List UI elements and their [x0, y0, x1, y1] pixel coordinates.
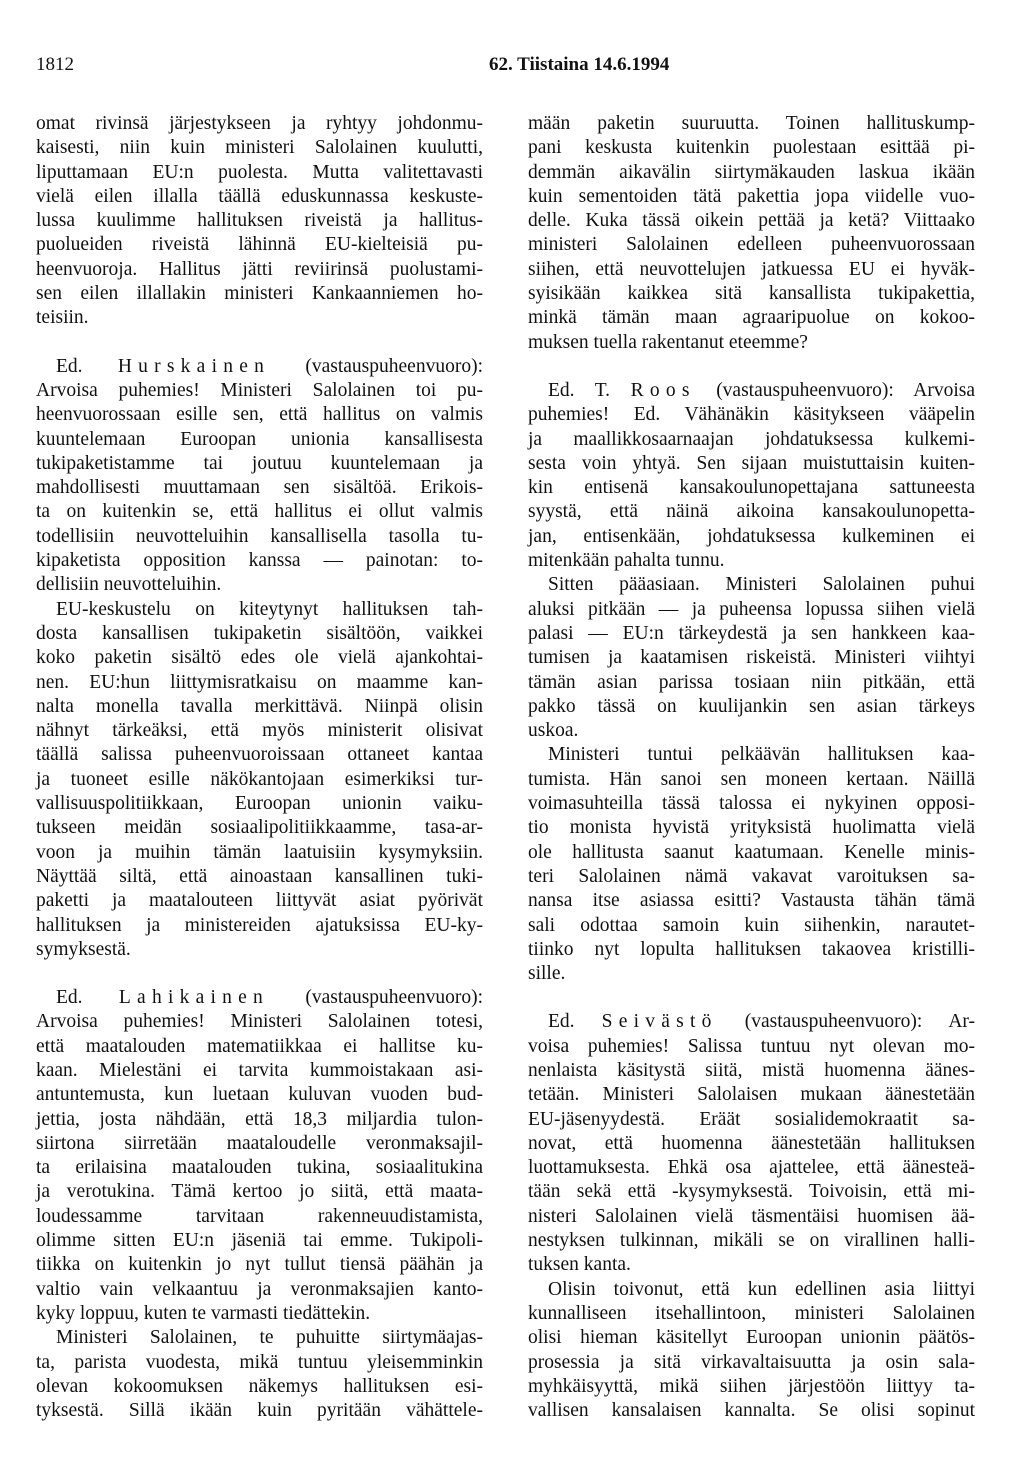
- text-line: liputtamaan EU:n puolesta. Mutta valitettavasti: [36, 161, 483, 183]
- text-line: tuksen kanta.: [528, 1254, 631, 1276]
- text-line: olimme sitten EU:n jäseniä tai emme. Tukipoli-: [36, 1230, 483, 1252]
- text-line: ta on kuitenkin se, että hallitus ei ollut valmis: [36, 501, 483, 523]
- text-line: muksen tuella rakentanut eteemme?: [528, 331, 808, 353]
- text-line: ministeri Salolainen edelleen puheenvuorossaan: [528, 234, 975, 256]
- text-line: että maatalouden matematiikkaa ei hallitse ku-: [36, 1035, 483, 1057]
- text-line: kipaketista opposition kanssa — painotan: to-: [36, 550, 483, 572]
- text-line: kyky loppuu, kuten te varmasti tiedättekin.: [36, 1302, 371, 1324]
- text-line: tyksestä. Sillä ikään kuin pyritään vähättele-: [36, 1400, 483, 1422]
- text-line: sille.: [528, 963, 566, 985]
- text-line: dellisiin neuvotteluihin.: [36, 574, 222, 596]
- text-line: tumisen ja kaatamisen riskeistä. Ministeri viihtyi: [528, 647, 975, 669]
- text-line: tukipaketistamme tai joutuu kuuntelemaan ja: [36, 452, 483, 474]
- text-line: vallisuuspolitiikkaan, Euroopan unionin vaiku-: [36, 793, 483, 815]
- text-line: EU-keskustelu on kiteytynyt hallituksen tah-: [56, 598, 483, 620]
- text-line: Arvoisa puhemies! Ministeri Salolainen totesi,: [36, 1011, 483, 1033]
- text-line: sen eilen illallakin ministeri Kankaanniemen ho-: [36, 283, 483, 305]
- text-line: kuin sementoiden tätä pakettia jopa viidelle vuo-: [528, 185, 975, 207]
- text-line: teri Salolainen nämä vakavat varoituksen sa-: [528, 865, 975, 887]
- text-line: Näyttää siltä, että ainoastaan kansallinen tuki-: [36, 865, 483, 887]
- text-line: kuuntelemaan Euroopan unionia kansallisesta: [36, 428, 483, 450]
- text-line: ta, parista vuodesta, mikä tuntuu yleisemminkin: [36, 1351, 483, 1373]
- text-line: syystä, että näinä aikoina kansakoulunopetta-: [528, 501, 975, 523]
- text-line: tiikka on kuitenkin jo nyt tullut tiensä päähän ja: [36, 1254, 483, 1276]
- text-line: tämän asian parissa tosiaan niin pitkään, että: [528, 671, 975, 693]
- text-line: ta erilaisina maatalouden tukina, sosiaalitukina: [36, 1157, 483, 1179]
- text-line: jan, entisenkään, johdatuksessa kulkeminen ei: [528, 525, 975, 547]
- paragraph: [36, 1326, 483, 1423]
- text-line: vielä eilen illalla täällä eduskunnassa keskuste-: [36, 185, 483, 207]
- speaker-name: Hurskainen: [117, 355, 271, 377]
- text-line: nen. EU:hun liittymisratkaisu on maamme kan-: [36, 671, 483, 693]
- text-line: valtio vain velkaantuu ja veronmaksajien kanto-: [36, 1278, 483, 1300]
- text-line: voisa puhemies! Salissa tuntuu nyt olevan mo-: [528, 1035, 975, 1057]
- text-line: kunnalliseen itsehallintoon, ministeri Salolainen: [528, 1302, 975, 1324]
- text-line: sali odottaa samoin kuin siihenkin, narautet-: [528, 914, 975, 936]
- text-line: heenvuoroja. Hallitus jätti reviirinsä puolustami-: [36, 258, 483, 280]
- text-line: ja tuoneet esille näkökantojaan esimerkiksi tur-: [36, 768, 483, 790]
- text-line: ja maallikkosaarnaajan johdatuksessa kulkemi-: [528, 428, 975, 450]
- text-line: kin entisenä kansakoulunopettajana sattuneesta: [528, 477, 975, 499]
- text-line: tetään. Ministeri Salolaisen mukaan äänestetään: [528, 1084, 975, 1106]
- text-line: loudessamme tarvitaan rakenneuudistamista,: [36, 1205, 483, 1227]
- text-line: minkä tämän maan agraaripuolue on kokoo-: [528, 307, 975, 329]
- speaker-line: Ed. T. Roos (vastauspuheenvuoro): Arvoisa: [548, 379, 975, 401]
- text-line: todellisiin neuvotteluihin kansallisella tasolla tu-: [36, 525, 483, 547]
- text-line: novat, että huomenna äänestetään hallituksen: [528, 1132, 975, 1154]
- text-line: nansa itse asiassa esitti? Vastausta tähän tämä: [528, 890, 975, 912]
- paragraph: [528, 1278, 975, 1424]
- right-column: [528, 112, 975, 1423]
- speaker-paragraph: [36, 986, 483, 1326]
- text-line: lussa kuulimme hallituksen riveistä ja hallitus-: [36, 210, 483, 232]
- text-line: luottamuksesta. Ehkä osa ajattelee, että äänesteä-: [528, 1157, 975, 1179]
- text-line: sesta voin yhtyä. Sen sijaan muistuttaisin kuiten-: [528, 452, 975, 474]
- paragraph: [528, 573, 975, 743]
- text-line: myhkäisyyttä, mikä siihen järjestöön liittyy ta-: [528, 1375, 975, 1397]
- text-line: heenvuorossaan esille sen, että hallitus on valmis: [36, 404, 483, 426]
- text-line: pani keskusta kuitenkin puolestaan esittää pi-: [528, 137, 975, 159]
- text-line: jettia, josta nähdään, että 18,3 miljardia tulon-: [36, 1108, 483, 1130]
- speaker-paragraph: [36, 355, 483, 598]
- text-line: paketti ja maatalouteen liittyvät asiat pyörivät: [36, 890, 483, 912]
- speaker-line: Ed. Hurskainen (vastauspuheenvuoro):: [56, 355, 483, 377]
- page-number: 1812: [36, 54, 74, 75]
- speaker-name: Lahikainen: [118, 987, 270, 1009]
- paragraph: [528, 743, 975, 986]
- text-line: siihen, että neuvottelujen jatkuessa EU ei hyväk-: [528, 258, 975, 280]
- text-line: mään paketin suuruutta. Toinen hallituskump-: [528, 113, 975, 134]
- text-line: tiinko nyt lopulta hallituksen takaovea kristilli-: [528, 938, 975, 960]
- text-line: ja verotukina. Tämä kertoo jo siitä, että maata-: [36, 1181, 483, 1203]
- text-line: mitenkään pahalta tunnu.: [528, 550, 725, 572]
- text-line: kaisesti, niin kuin ministeri Salolainen kuulutti,: [36, 137, 483, 159]
- speaker-paragraph: [528, 1010, 975, 1277]
- speaker-paragraph: [528, 379, 975, 573]
- text-line: kaan. Mielestäni ei tarvita kummoistakaan asi-: [36, 1059, 483, 1081]
- paragraph: [528, 112, 975, 355]
- text-line: Ministeri tuntui pelkäävän hallituksen kaa-: [548, 744, 975, 766]
- text-line: omat rivinsä järjestykseen ja ryhtyy johdonmu-: [36, 113, 483, 134]
- page-header: [36, 54, 966, 84]
- text-line: dosta kansallisen tukipaketin sisältöön, vaikkei: [36, 622, 483, 644]
- text-line: uskoa.: [528, 720, 579, 742]
- speaker-name: Seivästö: [601, 1011, 718, 1033]
- text-line: aluksi pitkään — ja puheensa lopussa siihen vielä: [528, 598, 975, 620]
- text-line: teisiin.: [36, 307, 89, 329]
- text-line: olevan kokoomuksen näkemys hallituksen esi-: [36, 1375, 483, 1397]
- text-line: pakko tässä on kuulijankin sen asian tärkeys: [528, 695, 975, 717]
- left-column: [36, 112, 483, 1423]
- text-line: mahdollisesti muuttamaan sen sisältöä. Erikois-: [36, 477, 483, 499]
- speaker-line: Ed. Lahikainen (vastauspuheenvuoro):: [56, 987, 484, 1009]
- text-line: ole hallitusta saanut kaatumaan. Kenelle minis-: [528, 841, 975, 863]
- paragraph: [36, 598, 483, 962]
- text-line: tumista. Hän sanoi sen moneen kertaan. Näillä: [528, 768, 975, 790]
- text-line: nisteri Salolainen vielä täsmentäisi huomisen ää-: [528, 1205, 975, 1227]
- text-line: tukseen meidän sosiaalipolitiikkaamme, tasa-ar-: [36, 817, 483, 839]
- text-line: nenlaista käsitystä siitä, mistä huomenna äänes-: [528, 1059, 975, 1081]
- text-line: siirtona siirretään maataloudelle veronmaksajil-: [36, 1132, 483, 1154]
- text-line: voon ja muihin tämän laatuisiin kysymyksiin.: [36, 841, 483, 863]
- session-heading: 62. Tiistaina 14.6.1994: [489, 54, 670, 75]
- text-line: prosessia ja sitä virkavaltaisuutta ja osin sala-: [528, 1351, 975, 1373]
- speaker-name: Roos: [630, 379, 696, 401]
- text-line: koko paketin sisältö edes ole vielä ajankohtai-: [36, 647, 483, 669]
- text-line: Sitten pääasiaan. Ministeri Salolainen puhui: [548, 574, 975, 596]
- text-line: nähnyt tärkeäksi, että myös ministerit olisivat: [36, 720, 483, 742]
- text-line: nalta monella tavalla merkittävä. Niinpä olisin: [36, 695, 483, 717]
- text-line: antuntemusta, kun luetaan kuluvan vuoden bud-: [36, 1084, 483, 1106]
- text-line: delle. Kuka tässä oikein pettää ja ketä? Viittaako: [528, 210, 975, 232]
- text-line: hallituksen ja ministereiden ajatuksissa EU-ky-: [36, 914, 483, 936]
- text-line: palasi — EU:n tärkeydestä ja sen hankkeen kaa-: [528, 622, 975, 644]
- text-line: demmän aikavälin siirtymäkauden laskua ikään: [528, 161, 975, 183]
- text-line: Olisin toivonut, että kun edellinen asia liittyi: [548, 1278, 975, 1300]
- text-line: vallisen kansalaisen kannalta. Se olisi sopinut: [528, 1400, 975, 1422]
- text-line: Ministeri Salolainen, te puhuitte siirtymäajas-: [56, 1327, 483, 1349]
- text-line: Arvoisa puhemies! Ministeri Salolainen toi pu-: [36, 379, 483, 401]
- text-line: voimasuhteilla tässä talossa ei nykyinen opposi-: [528, 793, 975, 815]
- text-line: tään sekä että -kysymyksestä. Toivoisin, että mi-: [528, 1181, 975, 1203]
- text-line: EU-jäsenyydestä. Eräät sosialidemokraatit sa-: [528, 1108, 975, 1130]
- text-line: nestyksen tulkinnan, mikäli se on virallinen halli-: [528, 1230, 975, 1252]
- paragraph: [36, 112, 483, 331]
- text-line: syisikään kaikkea sitä kansallista tukipakettia,: [528, 283, 975, 305]
- text-line: olisi hieman käsitellyt Euroopan unionin päätös-: [528, 1327, 975, 1349]
- text-line: täällä salissa puheenvuoroissaan ottaneet kantaa: [36, 744, 483, 766]
- text-line: symyksestä.: [36, 938, 131, 960]
- text-line: puolueiden riveistä lähinnä EU-kielteisiä pu-: [36, 234, 483, 256]
- text-line: tio monista hyvistä yrityksistä huolimatta vielä: [528, 817, 975, 839]
- text-line: puhemies! Ed. Vähänäkin käsitykseen vääpelin: [528, 404, 975, 426]
- speaker-line: Ed. Seivästö (vastauspuheenvuoro): Ar-: [548, 1011, 975, 1033]
